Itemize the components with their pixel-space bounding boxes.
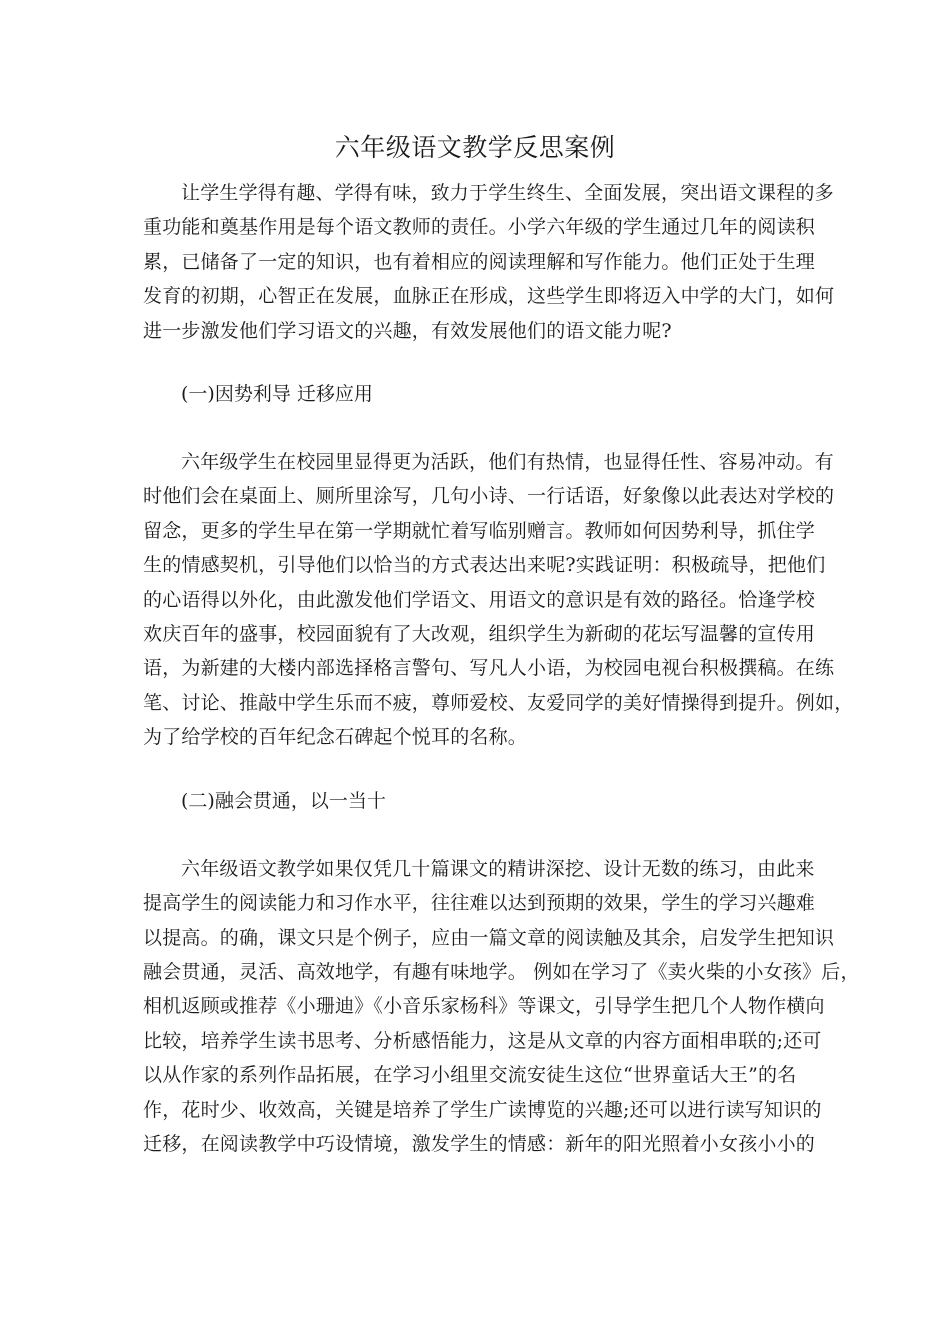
paragraph-line: 六年级学生在校园里显得更为活跃，他们有热情，也显得任性、容易冲动。有 [181,451,834,474]
paragraph-line: 笔、讨论、推敲中学生乐而不疲，尊师爱校、友爱同学的美好情操得到提升。例如， [143,691,854,714]
section-heading-2: (二)融会贯通，以一当十 [181,789,386,812]
paragraph-line: 的心语得以外化，由此激发他们学语文、用语文的意识是有效的路径。恰逢学校 [143,588,816,611]
paragraph-line: 重功能和奠基作用是每个语文教师的责任。小学六年级的学生通过几年的阅读积 [143,216,816,239]
paragraph-line: 六年级语文教学如果仅凭几十篇课文的精讲深挖、设计无数的练习，由此来 [181,857,815,880]
spacer [143,818,807,852]
paragraph-line: 融会贯通，灵活、高效地学，有趣有味地学。 例如在学习了《卖火柴的小女孩》后， [143,960,860,983]
paragraph-line: 发育的初期，心智正在发展，血脉正在形成，这些学生即将迈入中学的大门，如何 [143,285,835,308]
intro-paragraph [143,176,835,348]
paragraph-line: 提高学生的阅读能力和习作水平，往往难以达到预期的效果，学生的学习兴趣难 [143,892,816,915]
paragraph-line: 为了给学校的百年纪念石碑起个悦耳的名称。 [143,726,528,749]
paragraph-line: 比较，培养学生读书思考、分析感悟能力，这是从文章的内容方面相串联的;还可 [143,1029,822,1052]
section-1-paragraph [143,445,854,755]
paragraph-line: 时他们会在桌面上、厕所里涂写，几句小诗、一行话语，好象像以此表达对学校的 [143,485,835,508]
section-2-paragraph [143,852,860,1162]
section-heading-1: (一)因势利导 迁移应用 [181,383,373,406]
document-title: 六年级语文教学反思案例 [334,133,616,162]
paragraph-line: 以提高。的确，课文只是个例子，应由一篇文章的阅读触及其余，启发学生把知识 [143,926,835,949]
paragraph-line: 以从作家的系列作品拓展，在学习小组里交流安徒生这位“世界童话大王”的名 [143,1064,797,1087]
paragraph-line: 语，为新建的大楼内部选择格言警句、写凡人小语，为校园电视台积极撰稿。在练 [143,657,835,680]
paragraph-line: 累，已储备了一定的知识，也有着相应的阅读理解和写作能力。他们正处于生理 [143,250,816,273]
paragraph-line: 让学生学得有趣、学得有味，致力于学生终生、全面发展，突出语文课程的多 [181,182,834,204]
spacer [143,755,807,784]
paragraph-line: 作，花时少、收效高，关键是培养了学生广读博览的兴趣;还可以进行读写知识的 [143,1098,822,1121]
paragraph-line: 欢庆百年的盛事，校园面貌有了大改观，组织学生为新砌的花坛写温馨的宣传用 [143,623,816,646]
paragraph-line: 生的情感契机，引导他们以恰当的方式表达出来呢?实践证明：积极疏导，把他们 [143,554,826,577]
document-page [143,128,860,1161]
paragraph-line: 相机返顾或推荐《小珊迪》《小音乐家杨科》等课文，引导学生把几个人物作横向 [143,995,825,1018]
spacer [143,411,807,445]
paragraph-line: 进一步激发他们学习语文的兴趣，有效发展他们的语文能力呢? [143,319,672,342]
paragraph-line: 迁移，在阅读教学中巧设情境，激发学生的情感：新年的阳光照着小女孩小小的 [143,1132,816,1155]
paragraph-line: 留念，更多的学生早在第一学期就忙着写临别赠言。教师如何因势利导，抓住学 [143,519,816,542]
spacer [143,348,807,377]
